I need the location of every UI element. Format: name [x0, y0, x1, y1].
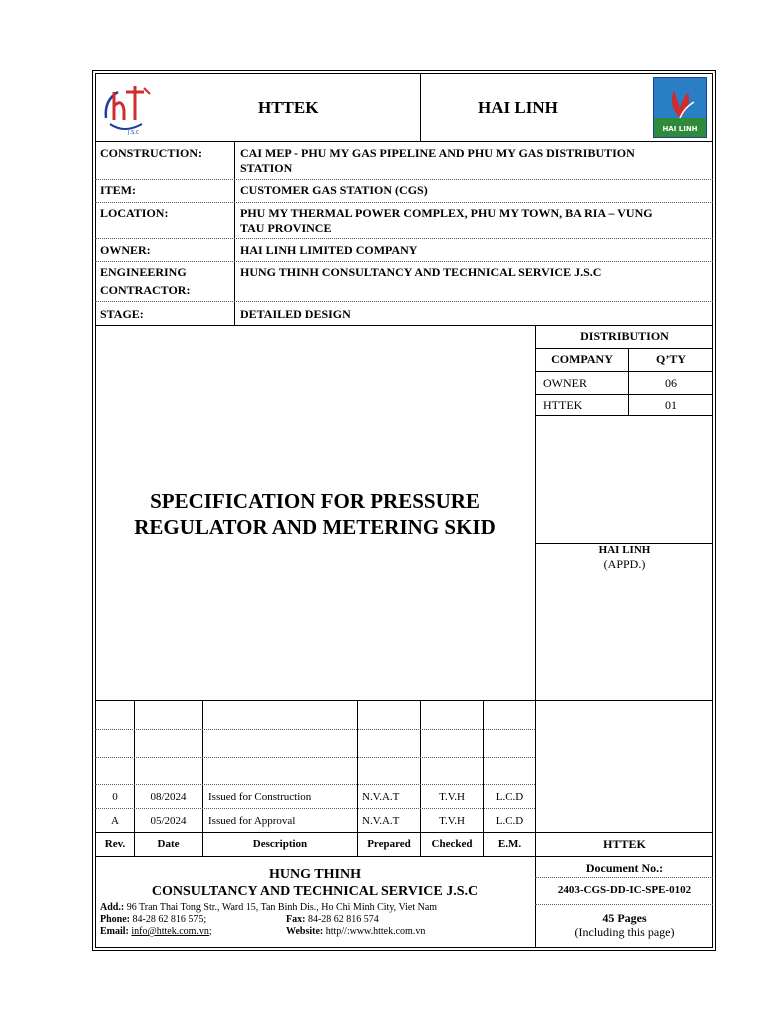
document-number-value: 2403-CGS-DD-IC-SPE-0102: [557, 884, 692, 896]
footer-address-value: 96 Tran Thai Tong Str., Ward 15, Tan Binh Dis., Ho Chi Minh City, Viet Nam: [126, 902, 438, 913]
hailinh-logo: [653, 77, 707, 138]
footer-email-link[interactable]: info@httek.com.vn: [131, 926, 209, 937]
revision-cell: A: [111, 815, 119, 827]
footer-address: [100, 902, 437, 914]
revision-cell: L.C.D: [495, 791, 524, 803]
revision-row-line: [95, 757, 535, 758]
distribution-qty: 01: [665, 398, 677, 412]
engineering-contractor-label: CONTRACTOR:: [100, 283, 191, 297]
footer-fax-value: 84-28 62 816 574: [307, 914, 379, 925]
approval-company: HAI LINH: [598, 544, 651, 556]
distribution-company: OWNER: [543, 376, 587, 390]
header-left-company: HTTEK: [258, 98, 319, 117]
revision-cell: N.V.A.T: [362, 791, 400, 803]
svg-text:HAI LINH: HAI LINH: [662, 125, 698, 133]
footer-website-link[interactable]: http//:www.httek.com.vn: [325, 926, 426, 937]
header-right-company: HAI LINH: [478, 98, 558, 117]
footer-phone-value: 84-28 62 816 575;: [132, 914, 207, 925]
footer-website-label: Website:: [286, 926, 324, 937]
location-value: TAU PROVINCE: [240, 221, 332, 235]
approval-note: (APPD.): [603, 557, 646, 571]
info-bottom-line: [95, 325, 713, 326]
distribution-line: [535, 371, 713, 372]
revision-header-em: E.M.: [497, 838, 522, 850]
revision-cell: T.V.H: [439, 815, 465, 827]
revision-header-rev: Rev.: [104, 838, 126, 850]
header-divider: [420, 73, 421, 141]
distribution-col-qty: Q’TY: [656, 352, 686, 366]
revision-cell: T.V.H: [439, 791, 465, 803]
revision-cell: 0: [112, 791, 118, 803]
revision-header-description: Description: [252, 838, 308, 850]
location-label: LOCATION:: [100, 206, 169, 220]
revision-cell: N.V.A.T: [362, 815, 400, 827]
footer-phone: [100, 914, 206, 926]
info-row-line: [95, 261, 713, 262]
revision-top-line: [95, 700, 713, 701]
info-col-divider: [234, 141, 235, 325]
owner-label: OWNER:: [100, 243, 151, 257]
revision-cell: L.C.D: [495, 815, 524, 827]
revision-cell: 05/2024: [150, 815, 187, 827]
stage-value: DETAILED DESIGN: [240, 307, 351, 321]
revision-cell: Issued for Approval: [208, 815, 296, 827]
engineering-contractor-value: HUNG THINH CONSULTANCY AND TECHNICAL SERVICE J.S.C: [240, 265, 602, 279]
document-title: SPECIFICATION FOR PRESSURE: [150, 489, 480, 513]
footer-email-label: Email:: [100, 926, 129, 937]
footer-company-line1: HUNG THINH: [269, 867, 361, 882]
revision-header-checked: Checked: [431, 838, 473, 850]
engineering-contractor-label: ENGINEERING: [100, 265, 187, 279]
header-bottom-line: [95, 141, 713, 142]
footer-email-suffix: ;: [208, 926, 212, 937]
footer-fax: [286, 914, 379, 926]
httek-logo: [100, 80, 158, 138]
distribution-bottom-line: [535, 415, 713, 416]
revision-bottom-line: [95, 856, 713, 857]
footer-side-line: [535, 904, 713, 905]
footer-side-line: [535, 877, 713, 878]
info-row-line: [95, 301, 713, 302]
info-row-line: [95, 202, 713, 203]
svg-text:J.S.C: J.S.C: [128, 130, 140, 136]
location-value: PHU MY THERMAL POWER COMPLEX, PHU MY TOWN, BA RIA – VUNG: [240, 206, 653, 220]
info-row-line: [95, 238, 713, 239]
page-count-note: (Including this page): [574, 925, 675, 939]
distribution-col-company: COMPANY: [551, 352, 613, 366]
right-column-divider: [535, 325, 536, 948]
revision-header-date: Date: [157, 838, 180, 850]
revision-row-line: [95, 808, 535, 809]
distribution-heading: DISTRIBUTION: [580, 329, 669, 343]
revision-header-prepared: Prepared: [367, 838, 411, 850]
revision-cell: Issued for Construction: [208, 791, 312, 803]
footer-fax-label: Fax:: [286, 914, 306, 925]
footer-website: [286, 926, 425, 938]
distribution-company: HTTEK: [543, 398, 583, 412]
construction-label: CONSTRUCTION:: [100, 146, 203, 160]
distribution-qty: 06: [665, 376, 677, 390]
construction-value: CAI MEP - PHU MY GAS PIPELINE AND PHU MY GAS DISTRIBUTION: [240, 146, 635, 160]
document-number-label: Document No.:: [585, 861, 664, 875]
footer-phone-label: Phone:: [100, 914, 130, 925]
revision-side-label: HTTEK: [603, 837, 646, 851]
document-title: REGULATOR AND METERING SKID: [134, 515, 496, 539]
revision-header-line: [95, 832, 713, 833]
revision-cell: 08/2024: [150, 791, 187, 803]
item-label: ITEM:: [100, 183, 136, 197]
construction-value: STATION: [240, 161, 293, 175]
revision-row-line: [95, 784, 535, 785]
footer-company-line2: CONSULTANCY AND TECHNICAL SERVICE J.S.C: [151, 884, 479, 899]
info-row-line: [95, 179, 713, 180]
revision-row-line: [95, 729, 535, 730]
distribution-line: [535, 348, 713, 349]
footer-address-label: Add.:: [100, 902, 125, 913]
stage-label: STAGE:: [100, 307, 144, 321]
distribution-line: [535, 394, 713, 395]
item-value: CUSTOMER GAS STATION (CGS): [240, 183, 428, 197]
owner-value: HAI LINH LIMITED COMPANY: [240, 243, 418, 257]
footer-email: [100, 926, 212, 938]
page-count: 45 Pages: [602, 911, 647, 925]
